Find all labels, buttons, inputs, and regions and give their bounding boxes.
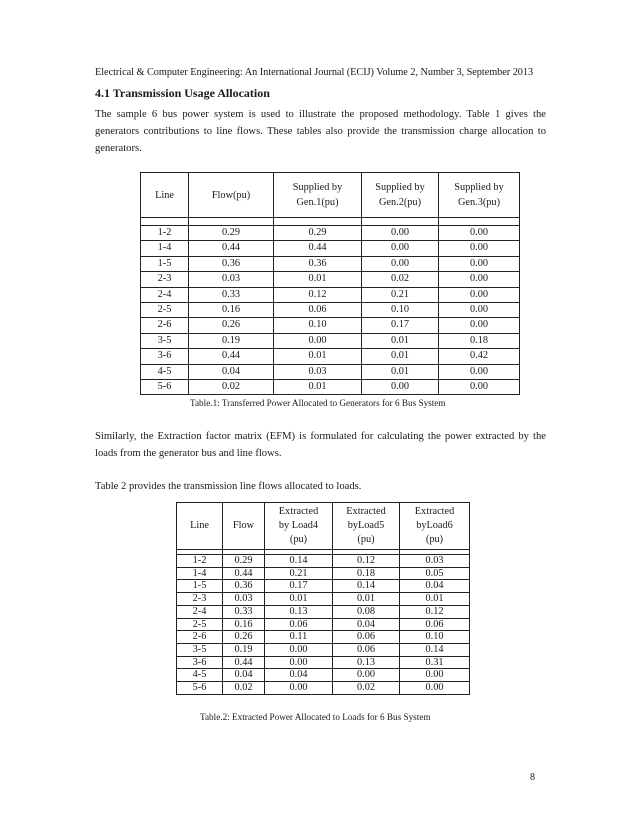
table-row	[177, 669, 470, 682]
cell-value: 0.01	[333, 593, 400, 606]
col-header-gen3: Supplied by Gen.3(pu)	[439, 173, 520, 218]
table-header-row	[141, 173, 520, 218]
cell-value: 0.44	[189, 241, 274, 256]
cell-value: 0.05	[400, 567, 470, 580]
table-row	[141, 226, 520, 241]
cell-value: 0.01	[362, 349, 439, 364]
cell-value: 0.36	[223, 580, 265, 593]
col-header-line: Line	[141, 173, 189, 218]
cell-value: 0.14	[400, 643, 470, 656]
cell-value: 0.29	[189, 226, 274, 241]
table-row	[177, 631, 470, 644]
table-header-row	[177, 503, 470, 550]
cell-line-id: 2-5	[141, 303, 189, 318]
table-row	[177, 682, 470, 695]
cell-value: 0.00	[439, 303, 520, 318]
cell-value: 0.19	[223, 643, 265, 656]
table-row	[141, 241, 520, 256]
cell-value: 0.21	[362, 287, 439, 302]
cell-value: 0.00	[362, 256, 439, 271]
cell-value: 0.17	[362, 318, 439, 333]
cell-value: 0.13	[333, 656, 400, 669]
cell-value: 0.33	[189, 287, 274, 302]
cell-value: 0.14	[265, 555, 333, 568]
cell-value: 0.44	[189, 349, 274, 364]
cell-value: 0.00	[265, 643, 333, 656]
cell-value: 0.00	[439, 287, 520, 302]
cell-value: 0.02	[189, 380, 274, 395]
cell-line-id: 3-5	[177, 643, 223, 656]
cell-value: 0.13	[265, 605, 333, 618]
cell-value: 0.04	[400, 580, 470, 593]
cell-line-id: 1-2	[177, 555, 223, 568]
cell-value: 0.04	[223, 669, 265, 682]
paragraph-table2-intro: Table 2 provides the transmission line flows allocated to loads.	[95, 481, 362, 492]
journal-header: Electrical & Computer Engineering: An International Journal (ECIJ) Volume 2, Number 3, September 2013	[95, 67, 534, 78]
table2-caption: Table.2: Extracted Power Allocated to Loads for 6 Bus System	[200, 712, 431, 722]
cell-value: 0.01	[362, 333, 439, 348]
cell-value: 0.21	[265, 567, 333, 580]
cell-value: 0.44	[274, 241, 362, 256]
col-header-load4: Extracted by Load4 (pu)	[265, 503, 333, 550]
section-title: 4.1 Transmission Usage Allocation	[95, 86, 270, 100]
table-row	[141, 333, 520, 348]
table-row	[177, 643, 470, 656]
cell-line-id: 3-6	[141, 349, 189, 364]
cell-value: 0.26	[223, 631, 265, 644]
table-row	[141, 272, 520, 287]
cell-value: 0.19	[189, 333, 274, 348]
cell-value: 0.00	[362, 380, 439, 395]
table-generator-allocation	[140, 172, 520, 395]
cell-value: 0.44	[223, 656, 265, 669]
cell-line-id: 3-6	[177, 656, 223, 669]
cell-value: 0.16	[223, 618, 265, 631]
cell-value: 0.00	[265, 656, 333, 669]
table-row	[141, 303, 520, 318]
paragraph-intro: The sample 6 bus power system is used to illustrate the proposed methodology. Table 1 gives the generators contributions to line flows. These tables also provide the transmission charge allocation to generators.	[95, 109, 546, 154]
cell-value: 0.01	[274, 272, 362, 287]
cell-value: 0.12	[400, 605, 470, 618]
cell-value: 0.01	[362, 364, 439, 379]
cell-value: 0.42	[439, 349, 520, 364]
cell-value: 0.00	[400, 669, 470, 682]
table-row	[141, 380, 520, 395]
cell-value: 0.00	[439, 318, 520, 333]
cell-value: 0.04	[333, 618, 400, 631]
cell-value: 0.00	[439, 364, 520, 379]
table-row	[177, 605, 470, 618]
cell-value: 0.36	[274, 256, 362, 271]
cell-value: 0.17	[265, 580, 333, 593]
cell-value: 0.01	[274, 380, 362, 395]
cell-line-id: 2-3	[177, 593, 223, 606]
cell-value: 0.03	[274, 364, 362, 379]
col-header-load6: Extracted byLoad6 (pu)	[400, 503, 470, 550]
cell-value: 0.00	[362, 241, 439, 256]
cell-value: 0.12	[333, 555, 400, 568]
cell-value: 0.06	[274, 303, 362, 318]
cell-value: 0.26	[189, 318, 274, 333]
cell-line-id: 2-3	[141, 272, 189, 287]
cell-value: 0.00	[274, 333, 362, 348]
cell-value: 0.14	[333, 580, 400, 593]
cell-line-id: 1-4	[141, 241, 189, 256]
table-body	[141, 226, 520, 395]
cell-value: 0.04	[189, 364, 274, 379]
table-row	[141, 349, 520, 364]
table-load-allocation	[176, 502, 470, 695]
cell-value: 0.00	[439, 380, 520, 395]
cell-value: 0.01	[400, 593, 470, 606]
cell-line-id: 2-6	[177, 631, 223, 644]
col-header-line: Line	[177, 503, 223, 550]
cell-value: 0.02	[223, 682, 265, 695]
cell-value: 0.00	[362, 226, 439, 241]
table-spacer-row	[141, 218, 520, 226]
cell-value: 0.00	[265, 682, 333, 695]
cell-value: 0.06	[333, 631, 400, 644]
table-row	[141, 364, 520, 379]
cell-value: 0.00	[439, 241, 520, 256]
cell-line-id: 1-5	[177, 580, 223, 593]
cell-value: 0.02	[333, 682, 400, 695]
paragraph-efm: Similarly, the Extraction factor matrix (EFM) is formulated for calculating the power extracted by the loads from the generator bus and line flows.	[95, 431, 546, 459]
cell-value: 0.10	[274, 318, 362, 333]
cell-line-id: 1-2	[141, 226, 189, 241]
table-body	[177, 555, 470, 695]
cell-value: 0.18	[439, 333, 520, 348]
cell-value: 0.16	[189, 303, 274, 318]
cell-line-id: 4-5	[177, 669, 223, 682]
cell-line-id: 5-6	[141, 380, 189, 395]
cell-value: 0.11	[265, 631, 333, 644]
cell-value: 0.03	[223, 593, 265, 606]
page-number: 8	[530, 772, 535, 783]
cell-value: 0.31	[400, 656, 470, 669]
cell-value: 0.33	[223, 605, 265, 618]
cell-value: 0.00	[439, 272, 520, 287]
cell-value: 0.00	[439, 226, 520, 241]
cell-value: 0.06	[333, 643, 400, 656]
cell-value: 0.36	[189, 256, 274, 271]
table-row	[141, 287, 520, 302]
cell-value: 0.02	[362, 272, 439, 287]
cell-value: 0.00	[439, 256, 520, 271]
cell-value: 0.06	[265, 618, 333, 631]
table-row	[177, 580, 470, 593]
cell-value: 0.01	[265, 593, 333, 606]
table-row	[141, 318, 520, 333]
cell-line-id: 2-5	[177, 618, 223, 631]
cell-line-id: 1-5	[141, 256, 189, 271]
cell-value: 0.10	[362, 303, 439, 318]
cell-value: 0.03	[189, 272, 274, 287]
cell-line-id: 5-6	[177, 682, 223, 695]
cell-value: 0.10	[400, 631, 470, 644]
cell-value: 0.03	[400, 555, 470, 568]
cell-value: 0.04	[265, 669, 333, 682]
cell-line-id: 2-4	[141, 287, 189, 302]
table1-caption: Table.1: Transferred Power Allocated to Generators for 6 Bus System	[190, 398, 446, 408]
col-header-load5: Extracted byLoad5 (pu)	[333, 503, 400, 550]
cell-line-id: 4-5	[141, 364, 189, 379]
table-row	[141, 256, 520, 271]
cell-value: 0.08	[333, 605, 400, 618]
col-header-flow: Flow(pu)	[189, 173, 274, 218]
cell-value: 0.18	[333, 567, 400, 580]
cell-value: 0.00	[333, 669, 400, 682]
cell-line-id: 1-4	[177, 567, 223, 580]
cell-value: 0.01	[274, 349, 362, 364]
col-header-gen2: Supplied by Gen.2(pu)	[362, 173, 439, 218]
cell-value: 0.44	[223, 567, 265, 580]
table-row	[177, 618, 470, 631]
cell-value: 0.12	[274, 287, 362, 302]
cell-value: 0.00	[400, 682, 470, 695]
cell-value: 0.29	[223, 555, 265, 568]
cell-value: 0.29	[274, 226, 362, 241]
cell-line-id: 3-5	[141, 333, 189, 348]
table-row	[177, 593, 470, 606]
table-row	[177, 567, 470, 580]
cell-line-id: 2-6	[141, 318, 189, 333]
col-header-flow: Flow	[223, 503, 265, 550]
cell-value: 0.06	[400, 618, 470, 631]
table-row	[177, 555, 470, 568]
table-row	[177, 656, 470, 669]
cell-line-id: 2-4	[177, 605, 223, 618]
col-header-gen1: Supplied by Gen.1(pu)	[274, 173, 362, 218]
